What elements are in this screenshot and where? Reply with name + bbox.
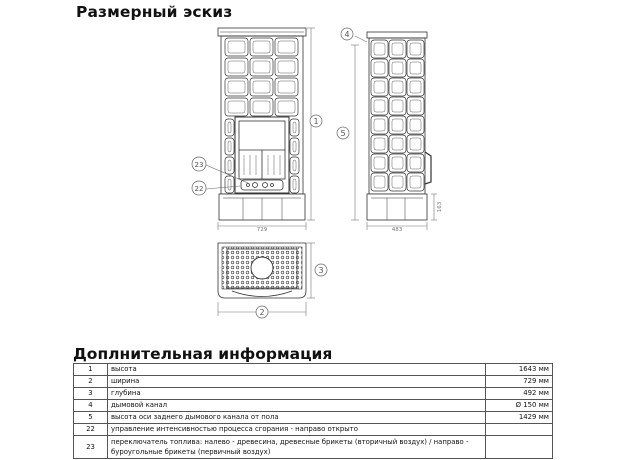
svg-text:2: 2 [259, 308, 265, 317]
table-row [74, 436, 553, 459]
row-value: 492 мм [486, 388, 553, 400]
row-number: 1 [74, 364, 108, 376]
row-value [486, 436, 553, 459]
row-label: ширина [108, 376, 486, 388]
row-value: 729 мм [486, 376, 553, 388]
side-tile-grid [371, 40, 424, 191]
svg-text:5: 5 [340, 129, 346, 138]
row-number: 22 [74, 424, 108, 436]
svg-text:729: 729 [256, 227, 268, 233]
spec-table [73, 363, 553, 459]
row-value: Ø 150 мм [486, 400, 553, 412]
row-label: управление интенсивностью процесса сгорания - направо открыто [108, 424, 486, 436]
section-title: Доплнительная информация [73, 345, 333, 363]
table-row [74, 400, 553, 412]
svg-text:3: 3 [318, 266, 324, 275]
table-row [74, 412, 553, 424]
svg-text:23: 23 [194, 161, 204, 169]
page-title: Размерный эскиз [76, 3, 233, 21]
table-row [74, 364, 553, 376]
svg-text:163: 163 [437, 201, 443, 213]
side-view [367, 32, 431, 220]
svg-text:4: 4 [344, 30, 350, 39]
row-label: глубина [108, 388, 486, 400]
svg-text:1: 1 [313, 117, 319, 126]
svg-text:483: 483 [391, 227, 403, 233]
row-label: высота [108, 364, 486, 376]
row-label: переключатель топлива: налево - древесина, древесные брикеты (вторичный воздух) / направо - буроугольные брикеты (первичный воздух) [108, 436, 486, 459]
row-value [486, 424, 553, 436]
row-number: 23 [74, 436, 108, 459]
front-view [218, 28, 306, 220]
table-row [74, 376, 553, 388]
row-value: 1643 мм [486, 364, 553, 376]
row-number: 2 [74, 376, 108, 388]
table-row [74, 424, 553, 436]
row-number: 4 [74, 400, 108, 412]
row-number: 5 [74, 412, 108, 424]
row-number: 3 [74, 388, 108, 400]
row-label: дымовой канал [108, 400, 486, 412]
svg-text:22: 22 [194, 185, 204, 193]
table-row [74, 388, 553, 400]
row-value: 1429 мм [486, 412, 553, 424]
row-label: высота оси заднего дымового канала от пола [108, 412, 486, 424]
top-view [218, 243, 306, 298]
